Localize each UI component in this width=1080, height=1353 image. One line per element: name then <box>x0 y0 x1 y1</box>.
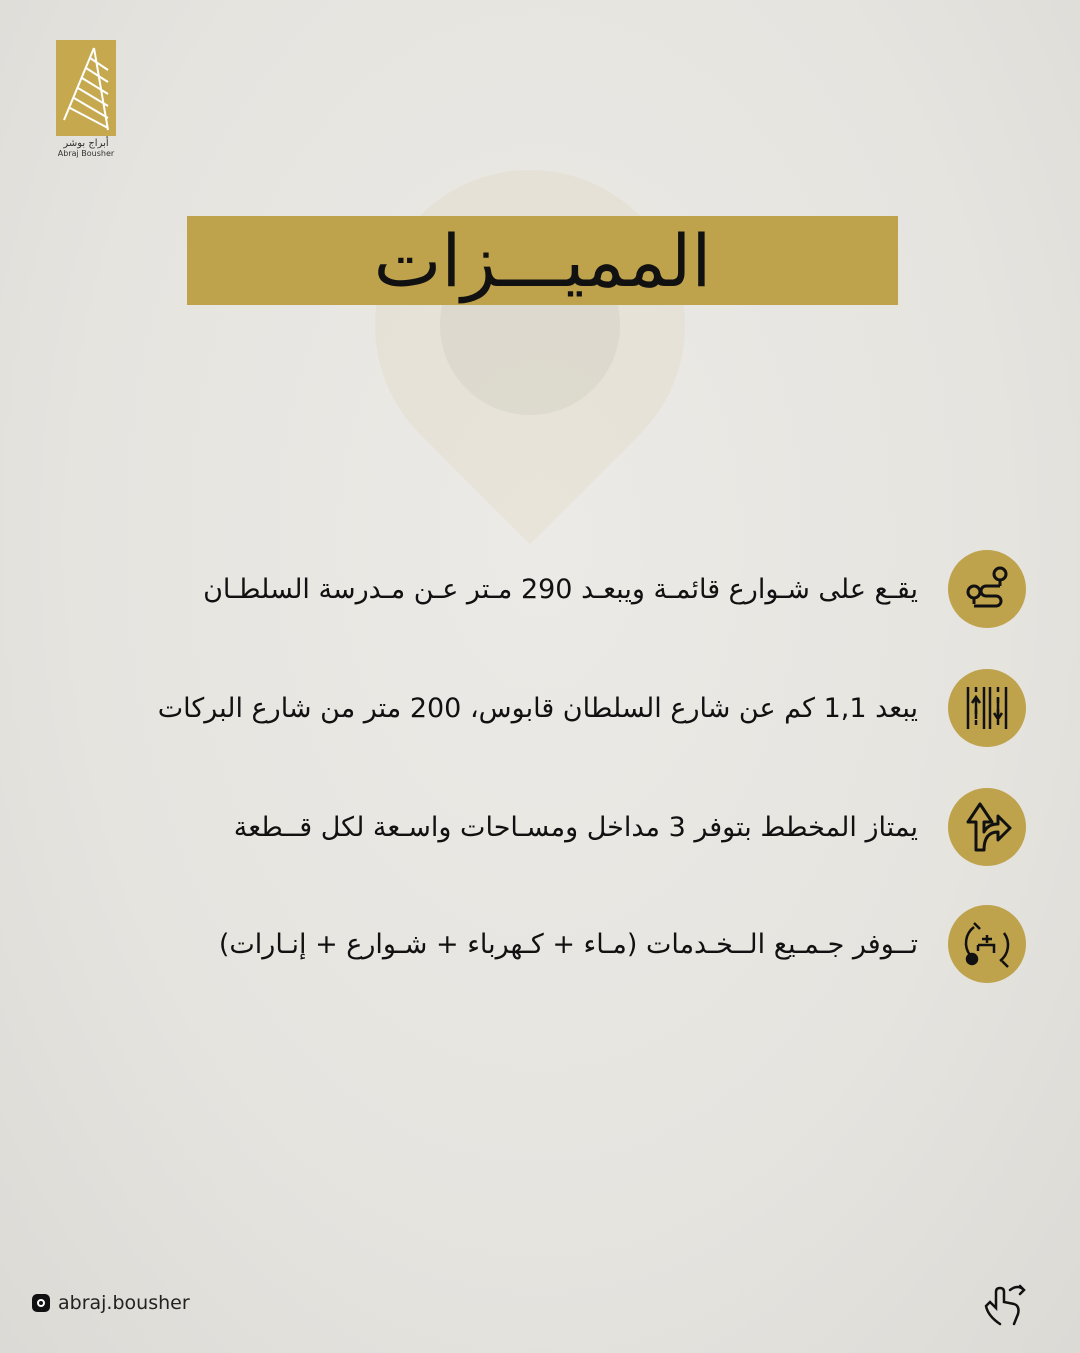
tower-logo-icon <box>56 40 116 136</box>
two-way-road-icon <box>948 669 1026 747</box>
feature-text: يبعد 1,1 كم عن شارع السلطان قابوس، 200 متر من شارع البركات <box>157 692 918 724</box>
road-split-arrow-icon <box>948 788 1026 866</box>
feature-text: تــوفر جـمـيع الــخـدمات (مـاء + كـهرباء + شـوارع + إنـارات) <box>218 928 918 960</box>
feature-item <box>46 669 1026 747</box>
utilities-icon <box>948 905 1026 983</box>
feature-item <box>46 550 1026 628</box>
brand-name-ar: أبراج بوشر <box>63 138 109 149</box>
feature-item <box>46 905 1026 983</box>
instagram-username: abraj.bousher <box>58 1292 190 1314</box>
brand-name-en: Abraj Bousher <box>57 149 115 158</box>
brand-logo <box>56 40 116 158</box>
swipe-hand-icon <box>980 1280 1030 1334</box>
map-route-icon <box>948 550 1026 628</box>
feature-text: يمتاز المخطط بتوفر 3 مداخل ومسـاحات واسـعة لكل قــطعة <box>233 811 918 843</box>
instagram-icon <box>32 1294 50 1312</box>
title-banner <box>187 216 898 305</box>
feature-text: يقـع على شـوارع قائمـة ويبعـد 290 مـتر عـن مـدرسة السلطـان <box>203 573 918 605</box>
feature-item <box>46 788 1026 866</box>
page-title: المميـــزات <box>373 218 712 303</box>
instagram-handle[interactable] <box>32 1292 190 1314</box>
